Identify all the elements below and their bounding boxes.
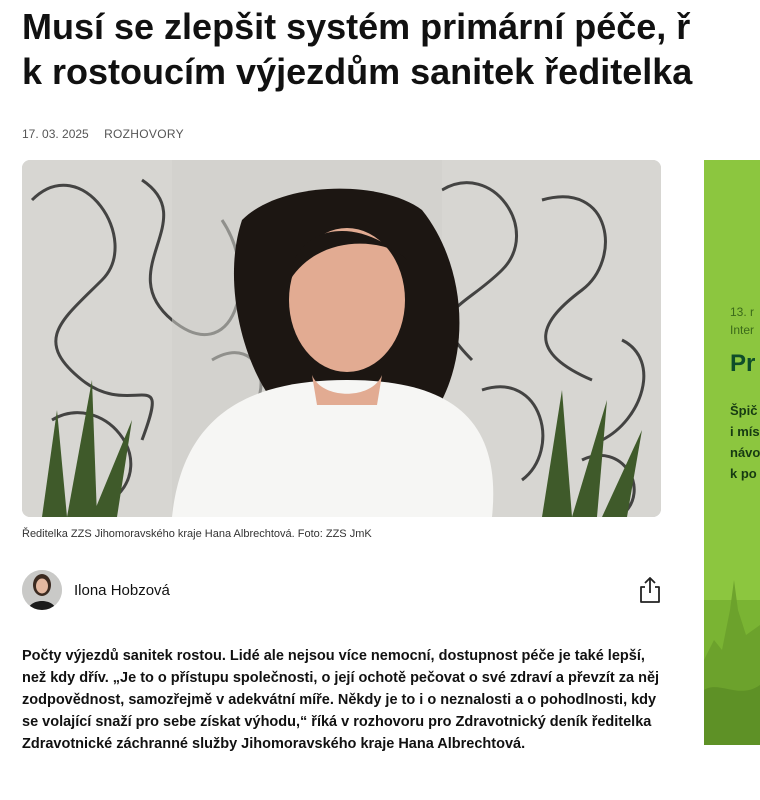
ad-line-2: Inter bbox=[730, 323, 755, 337]
image-caption: Ředitelka ZZS Jihomoravského kraje Hana Albrechtová. Foto: ZZS JmK bbox=[22, 528, 372, 540]
author-name[interactable]: Ilona Hobzová bbox=[74, 581, 170, 599]
author-block[interactable] bbox=[22, 570, 170, 610]
article-title-line-2: k rostoucím výjezdům sanitek ředitelka bbox=[22, 51, 693, 92]
article-lead: Počty výjezdů sanitek rostou. Lidé ale nejsou více nemocní, dostupnost péče je také lepší, než kdy dřív. „Je to o přístupu společnosti, o její ochotě pečovat o své zdraví a převzít za něj zodpovědnost, samozřejmě v adekvátní míře. Někdy je to i o neznalosti a o pohodlnosti, kdy se volající snaží pro sebe získat výhodu,“ říká v rozhovoru pro Zdravotnický deník ředitelka Zdravotnické záchranné služby Jihomoravského kraje Hana Albrechtová. bbox=[22, 648, 660, 752]
share-button[interactable] bbox=[637, 576, 663, 604]
category-link[interactable]: ROZHOVORY bbox=[104, 127, 184, 141]
ad-body-line: i mís bbox=[730, 424, 760, 439]
sidebar-advertisement[interactable] bbox=[704, 160, 760, 745]
ad-body bbox=[730, 400, 760, 484]
publish-date: 17. 03. 2025 bbox=[22, 127, 89, 141]
article-meta bbox=[22, 127, 184, 141]
article-title-line-1: Musí se zlepšit systém primární péče, ř bbox=[22, 6, 691, 47]
hero-image bbox=[22, 160, 661, 517]
article-title bbox=[22, 4, 760, 94]
author-avatar[interactable] bbox=[22, 570, 62, 610]
ad-body-line: k po bbox=[730, 466, 757, 481]
ad-cityscape-image bbox=[704, 540, 760, 745]
ad-title: Pr bbox=[730, 350, 756, 377]
ad-body-line: návo bbox=[730, 445, 760, 460]
share-icon bbox=[637, 576, 663, 604]
ad-line-1: 13. r bbox=[730, 305, 755, 319]
ad-body-line: Špič bbox=[730, 403, 758, 418]
